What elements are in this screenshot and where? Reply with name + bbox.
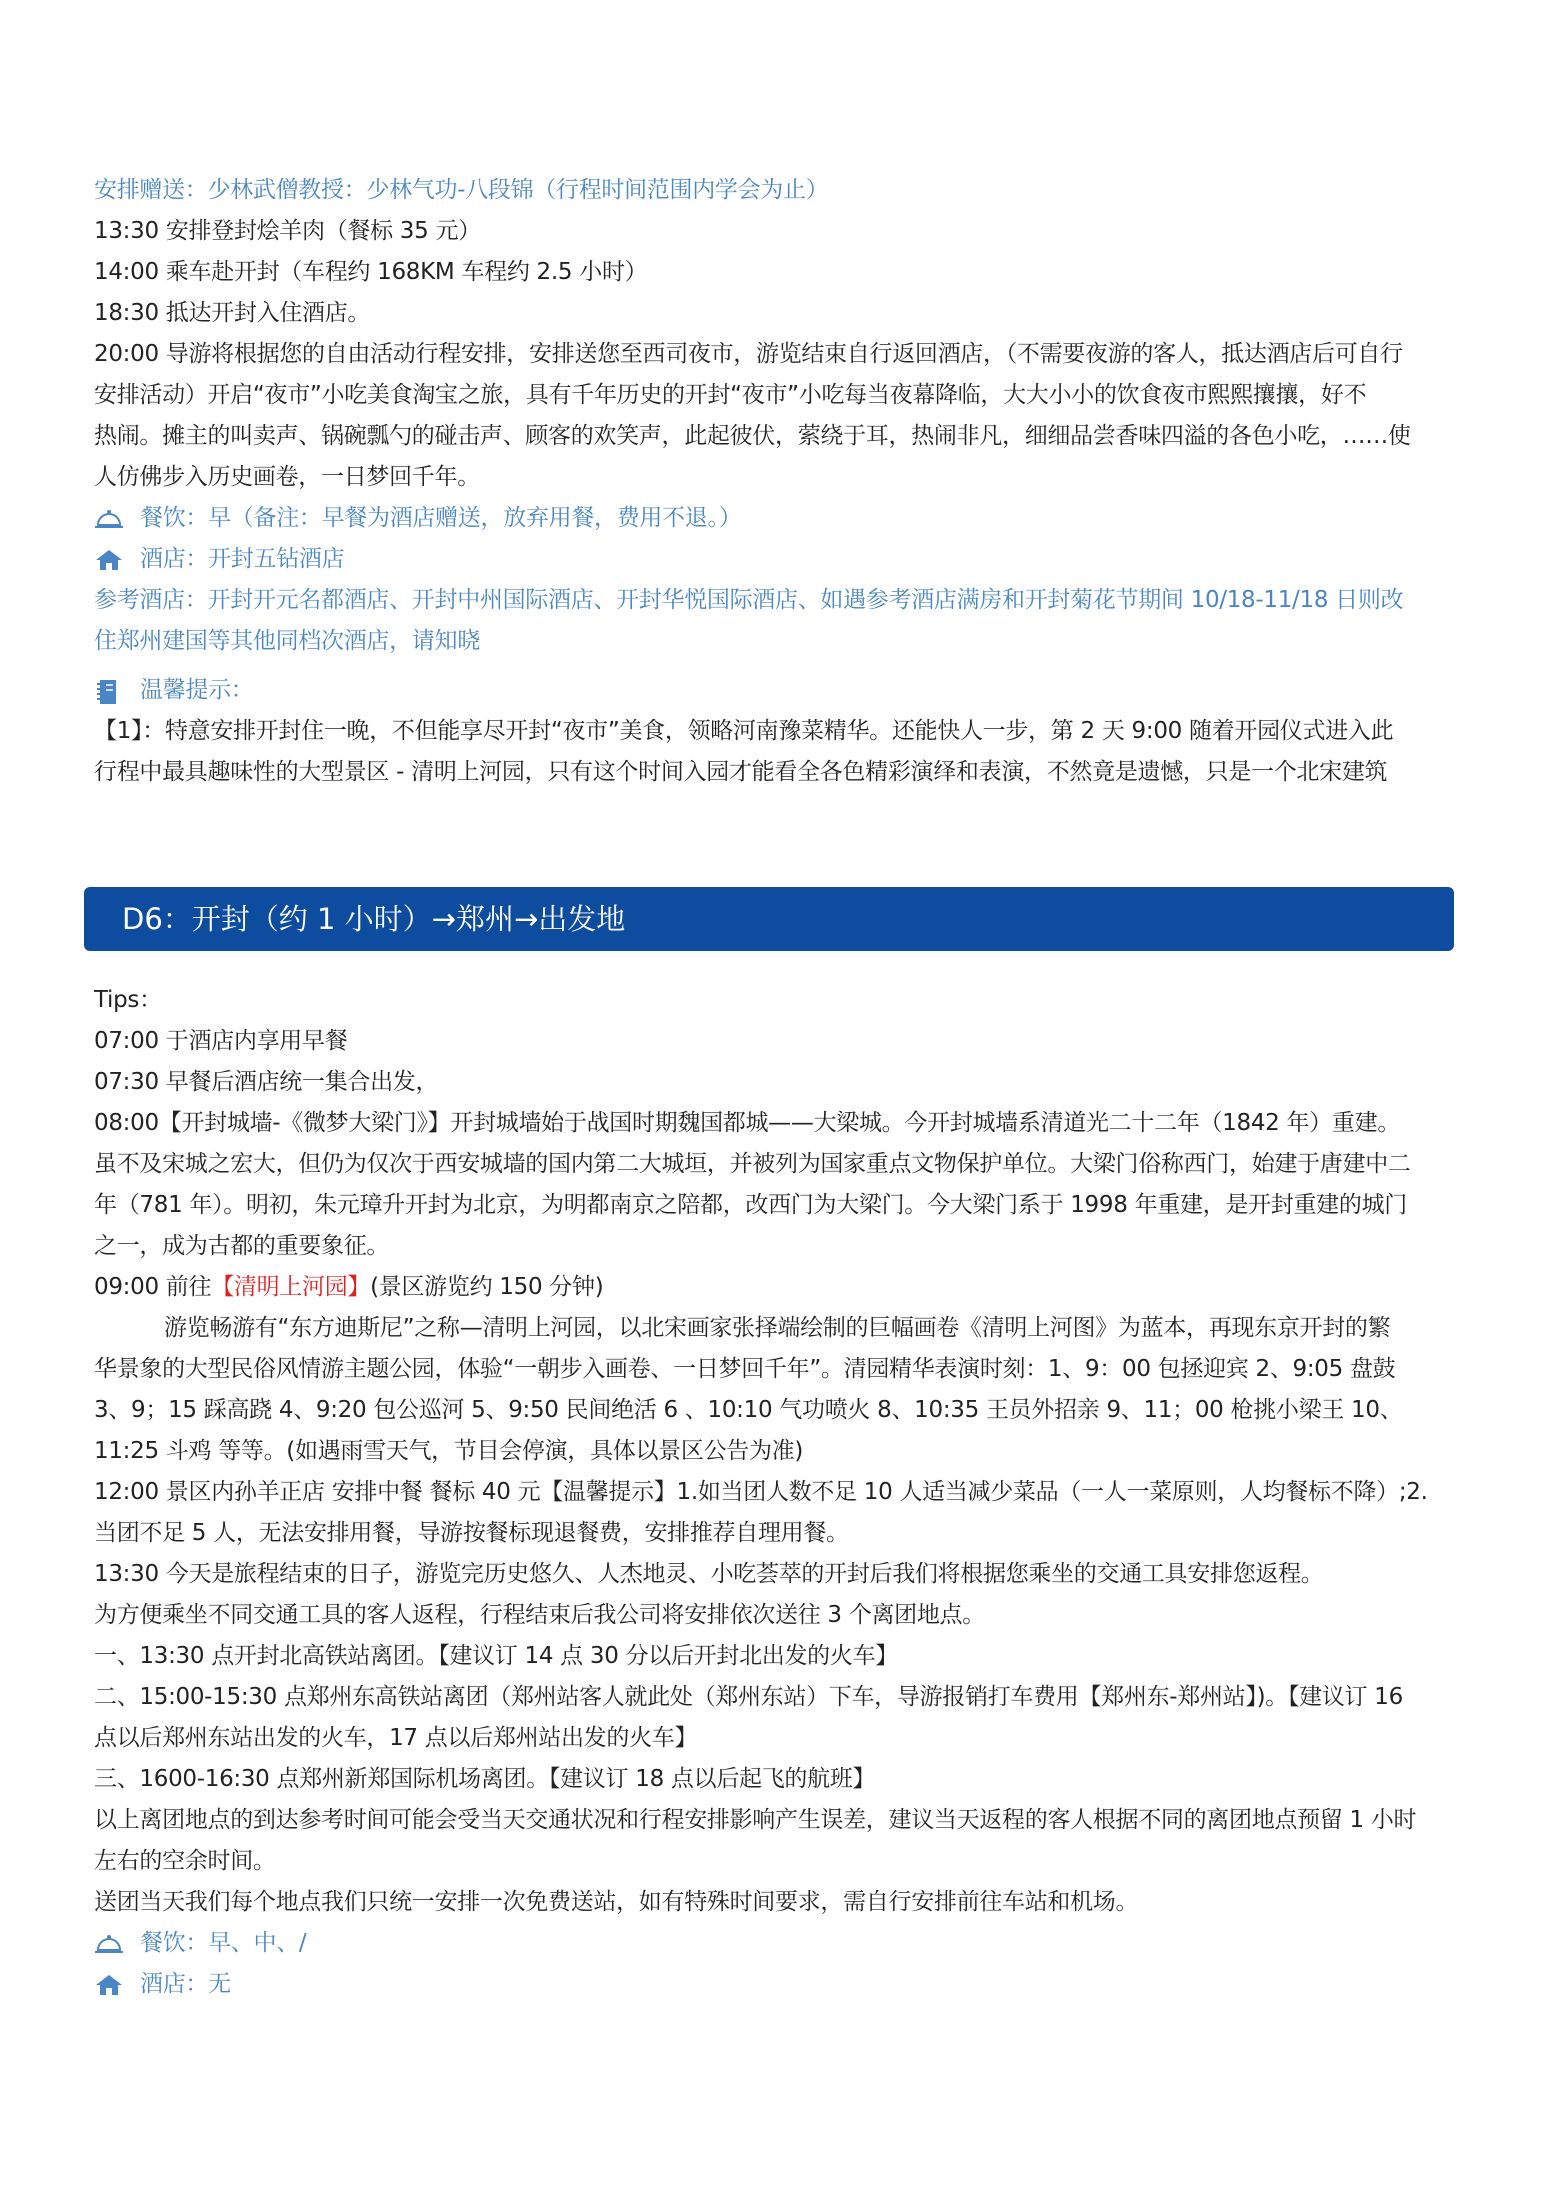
itinerary-line: 人仿佛步入历史画卷，一日梦回千年。 xyxy=(94,464,480,490)
itinerary-line: 虽不及宋城之宏大，但仍为仅次于西安城墙的国内第二大城垣，并被列为国家重点文物保护单位。大梁门俗称西门，始建于唐建中二 xyxy=(94,1151,1411,1177)
itinerary-line: 左右的空余时间。 xyxy=(94,1848,276,1874)
itinerary-line: 点以后郑州东站出发的火车，17 点以后郑州站出发的火车】 xyxy=(94,1725,698,1751)
meal-row xyxy=(94,1923,1464,1964)
itinerary-line: 为方便乘坐不同交通工具的客人返程，行程结束后我公司将安排依次送往 3 个离团地点。 xyxy=(94,1602,985,1628)
cloche-icon xyxy=(94,507,124,531)
itinerary-line: 07:30 早餐后酒店统一集合出发， xyxy=(94,1069,439,1095)
visit-highlight: 【清明上河园】 xyxy=(211,1274,371,1300)
itinerary-line: 送团当天我们每个地点我们只统一安排一次免费送站，如有特殊时间要求，需自行安排前往车站和机场。 xyxy=(94,1889,1139,1915)
itinerary-line: 安排活动）开启“夜市”小吃美食淘宝之旅，具有千年历史的开封“夜市”小吃每当夜幕降临，大大小小的饮食夜市熙熙攘攘，好不 xyxy=(94,382,1367,408)
itinerary-line: 热闹。摊主的叫卖声、锅碗瓢勺的碰击声、顾客的欢笑声，此起彼伏，萦绕于耳，热闹非凡，细细品尝香味四溢的各色小吃，……使 xyxy=(94,423,1411,449)
itinerary-line: 11:25 斗鸡 等等。(如遇雨雪天气，节目会停演，具体以景区公告为准) xyxy=(94,1438,804,1464)
day-banner-title: D6：开封（约 1 小时）→郑州→出发地 xyxy=(122,902,626,936)
d6-section xyxy=(94,980,1464,2005)
itinerary-line: 13:30 今天是旅程结束的日子，游览完历史悠久、人杰地灵、小吃荟萃的开封后我们将根据您乘坐的交通工具安排您返程。 xyxy=(94,1561,1324,1587)
itinerary-line: 年（781 年）。明初，朱元璋升开封为北京，为明都南京之陪都，改西门为大梁门。今大梁门系于 1998 年重建，是开封重建的城门 xyxy=(94,1192,1407,1218)
meal-text: 餐饮：早、中、/ xyxy=(140,1930,307,1956)
house-icon xyxy=(94,1973,124,1997)
ref-hotel-line: 住郑州建国等其他同档次酒店，请知晓 xyxy=(94,628,480,654)
cloche-icon xyxy=(94,1932,124,1956)
notebook-icon xyxy=(94,679,124,703)
itinerary-line: 18:30 抵达开封入住酒店。 xyxy=(94,300,371,326)
visit-suffix: (景区游览约 150 分钟) xyxy=(370,1274,604,1300)
d5-section xyxy=(94,170,1464,793)
hotel-text: 酒店：无 xyxy=(140,1971,231,1997)
visit-line xyxy=(94,1267,1464,1308)
ref-hotel-line: 参考酒店：开封开元名都酒店、开封中州国际酒店、开封华悦国际酒店、如遇参考酒店满房和开封菊花节期间 10/18-11/18 日则改 xyxy=(94,587,1404,613)
meal-text: 餐饮：早（备注：早餐为酒店赠送，放弃用餐，费用不退。） xyxy=(140,505,742,531)
visit-prefix: 09:00 前往 xyxy=(94,1274,212,1300)
itinerary-line: 14:00 乘车赴开封（车程约 168KM 车程约 2.5 小时） xyxy=(94,259,648,285)
itinerary-line: 以上离团地点的到达参考时间可能会受当天交通状况和行程安排影响产生误差，建议当天返程的客人根据不同的离团地点预留 1 小时 xyxy=(94,1807,1417,1833)
itinerary-line: 游览畅游有“东方迪斯尼”之称—清明上河园，以北宋画家张择端绘制的巨幅画卷《清明上河图》为蓝本，再现东京开封的繁 xyxy=(164,1315,1391,1341)
day-banner xyxy=(84,887,1454,951)
meal-row xyxy=(94,498,1464,539)
itinerary-line: 二、15:00-15:30 点郑州东高铁站离团（郑州站客人就此处（郑州东站）下车，导游报销打车费用【郑州东-郑州站】)。【建议订 16 xyxy=(94,1684,1403,1710)
itinerary-line: 一、13:30 点开封北高铁站离团。【建议订 14 点 30 分以后开封北出发的火车】 xyxy=(94,1643,898,1669)
tip-line: 行程中最具趣味性的大型景区 - 清明上河园，只有这个时间入园才能看全各色精彩演绎和表演，不然竟是遗憾，只是一个北宋建筑 xyxy=(94,759,1388,785)
itinerary-line: 3、9；15 踩高跷 4、9:20 包公巡河 5、9:50 民间绝活 6 、10:10 气功喷火 8、10:35 王员外招亲 9、11；00 枪挑小梁王 10、 xyxy=(94,1397,1403,1423)
gift-line: 安排赠送：少林武僧教授：少林气功-八段锦（行程时间范围内学会为止） xyxy=(94,177,829,203)
tips-title-row xyxy=(94,670,1464,711)
itinerary-line: Tips： xyxy=(94,987,162,1013)
itinerary-line: 12:00 景区内孙羊正店 安排中餐 餐标 40 元【温馨提示】1.如当团人数不足 10 人适当减少菜品（一人一菜原则，人均餐标不降）;2. xyxy=(94,1479,1428,1505)
itinerary-line: 当团不足 5 人，无法安排用餐，导游按餐标现退餐费，安排推荐自理用餐。 xyxy=(94,1520,849,1546)
tip-line: 【1】：特意安排开封住一晚，不但能享尽开封“夜市”美食，领略河南豫菜精华。还能快人一步，第 2 天 9:00 随着开园仪式进入此 xyxy=(94,718,1394,744)
hotel-row xyxy=(94,539,1464,580)
itinerary-line: 20:00 导游将根据您的自由活动行程安排，安排送您至西司夜市，游览结束自行返回酒店，（不需要夜游的客人，抵达酒店后可自行 xyxy=(94,341,1403,367)
hotel-row xyxy=(94,1964,1464,2005)
itinerary-line: 13:30 安排登封烩羊肉（餐标 35 元） xyxy=(94,218,481,244)
itinerary-line: 08:00【开封城墙-《微梦大梁门》】开封城墙始于战国时期魏国都城——大梁城。今开封城墙系清道光二十二年（1842 年）重建。 xyxy=(94,1110,1401,1136)
house-icon xyxy=(94,548,124,572)
itinerary-line: 三、1600-16:30 点郑州新郑国际机场离团。【建议订 18 点以后起飞的航班】 xyxy=(94,1766,876,1792)
itinerary-line: 之一，成为古都的重要象征。 xyxy=(94,1233,390,1259)
tips-title: 温馨提示： xyxy=(140,677,254,703)
d5-lines xyxy=(94,211,1464,498)
itinerary-line: 华景象的大型民俗风情游主题公园，体验“一朝步入画卷、一日梦回千年”。清园精华表演时刻：1、9：00 包拯迎宾 2、9:05 盘鼓 xyxy=(94,1356,1396,1382)
itinerary-line: 07:00 于酒店内享用早餐 xyxy=(94,1028,348,1054)
hotel-text: 酒店：开封五钻酒店 xyxy=(140,546,345,572)
